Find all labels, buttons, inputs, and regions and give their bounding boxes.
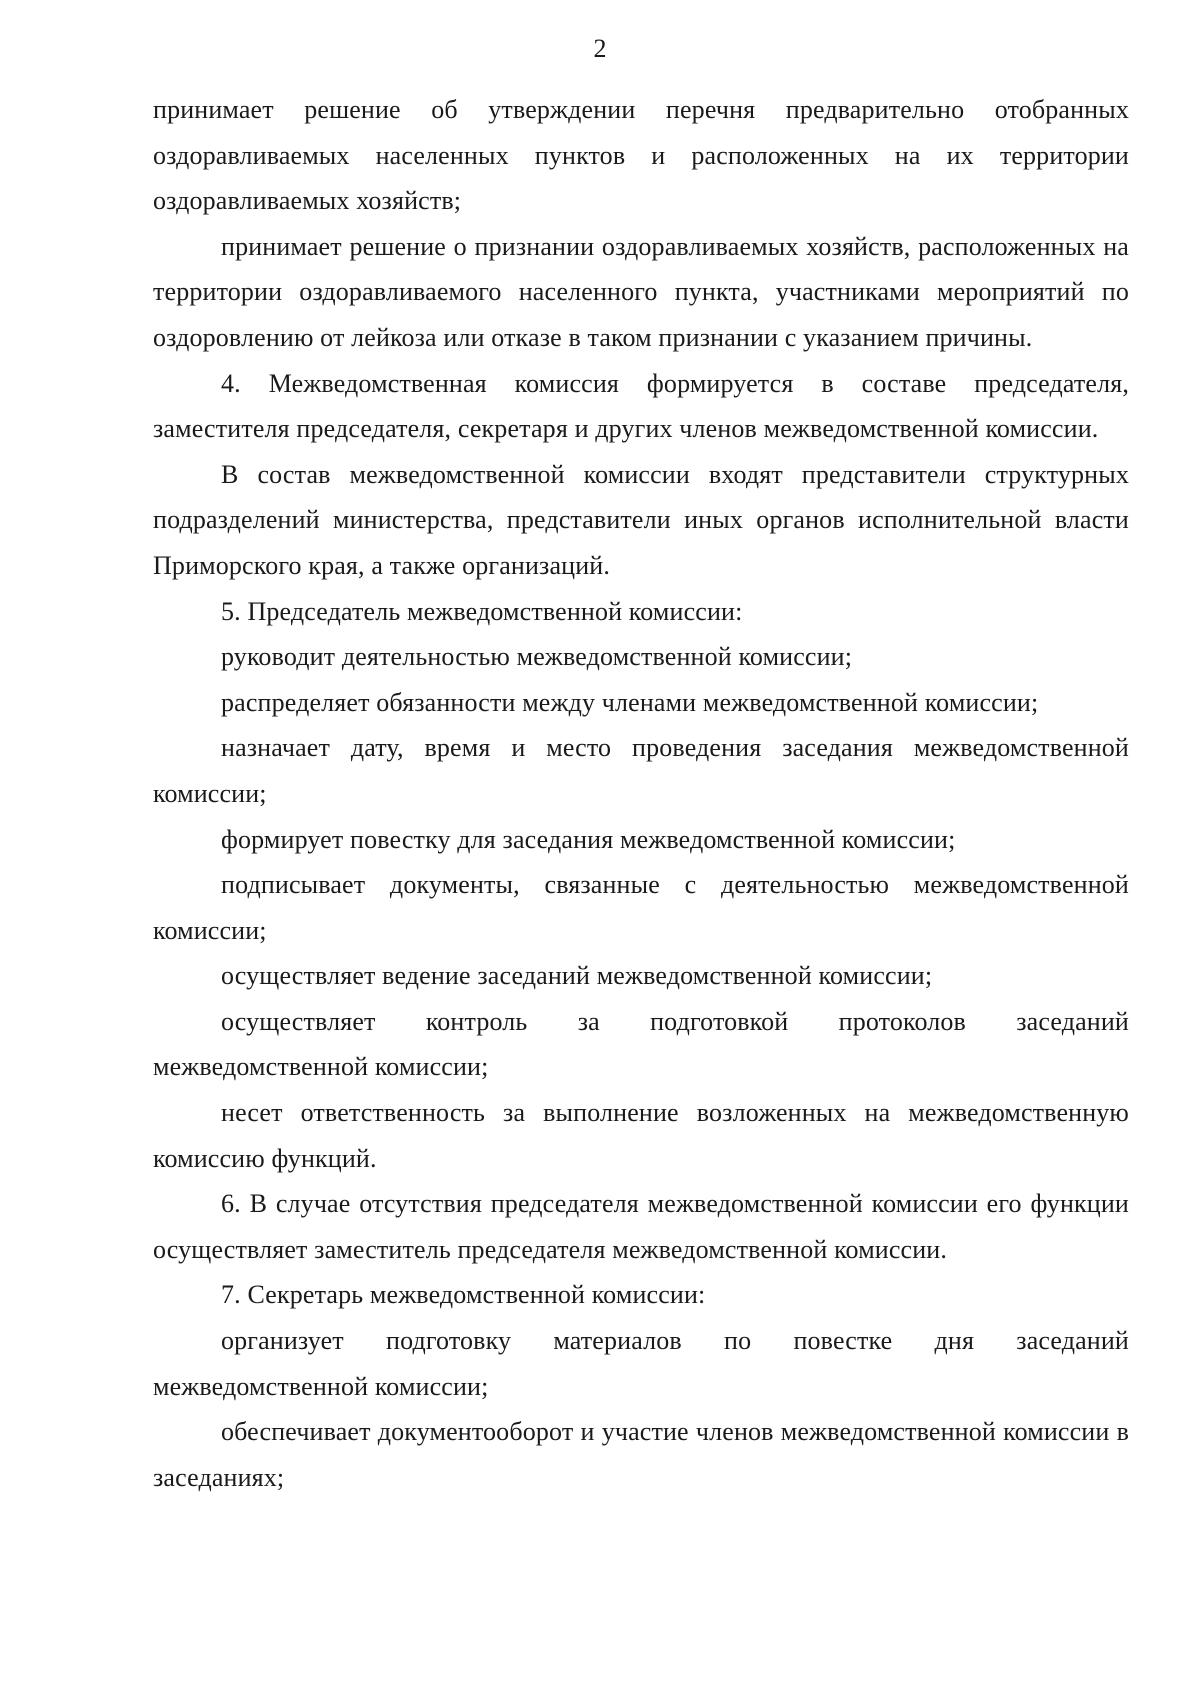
paragraph-chair-duty-1: руководит деятельностью межведомственной комиссии; — [221, 642, 853, 672]
paragraph-chair-duty-7: осуществляет контроль за подготовкой протоколов заседаний межведомственной комиссии; — [153, 1006, 1129, 1082]
page-number: 2 — [593, 34, 607, 63]
document-body — [153, 87, 1129, 1500]
paragraph-composition: В состав межведомственной комиссии входят представители структурных подразделений министерства, представители иных органов исполнительной власти Приморского края, а также организаций. — [153, 459, 1129, 580]
paragraph-secretary-duty-1: организует подготовку материалов по повестке дня заседаний межведомственной комиссии; — [153, 1326, 1129, 1401]
paragraph-chair-duty-4: формирует повестку для заседания межведомственной комиссии; — [221, 824, 956, 854]
paragraph-section-4: 4. Межведомственная комиссия формируется в составе председателя, заместителя председателя, секретаря и других членов межведомственной комиссии. — [153, 368, 1129, 444]
paragraph-section-5-heading: 5. Председатель межведомственной комиссии: — [221, 596, 743, 626]
paragraph-chair-duty-8: несет ответственность за выполнение возложенных на межведомственную комиссию функций. — [153, 1098, 1129, 1173]
paragraph-chair-duty-3: назначает дату, время и место проведения заседания межведомственной комиссии; — [153, 733, 1129, 808]
paragraph-section-7-heading: 7. Секретарь межведомственной комиссии: — [221, 1280, 706, 1310]
paragraph-recognize-farms: принимает решение о признании оздоравливаемых хозяйств, расположенных на территории оздоравливаемого населенного пункта, участниками мероприятий по оздоровлению от лейкоза или отказе в таком признании с указанием причины. — [153, 231, 1129, 352]
paragraph-approve-list: принимает решение об утверждении перечня предварительно отобранных оздоравливаемых населенных пунктов и расположенных на их территории оздоравливаемых хозяйств; — [153, 95, 1129, 216]
paragraph-chair-duty-2: распределяет обязанности между членами межведомственной комиссии; — [221, 687, 1039, 717]
paragraph-chair-duty-6: осуществляет ведение заседаний межведомственной комиссии; — [221, 961, 933, 991]
paragraph-chair-duty-5: подписывает документы, связанные с деятельностью межведомственной комиссии; — [153, 870, 1129, 945]
paragraph-section-6: 6. В случае отсутствия председателя межведомственной комиссии его функции осуществляет заместитель председателя межведомственной комиссии. — [153, 1189, 1129, 1264]
paragraph-secretary-duty-2: обеспечивает документооборот и участие членов межведомственной комиссии в заседаниях; — [153, 1417, 1129, 1492]
